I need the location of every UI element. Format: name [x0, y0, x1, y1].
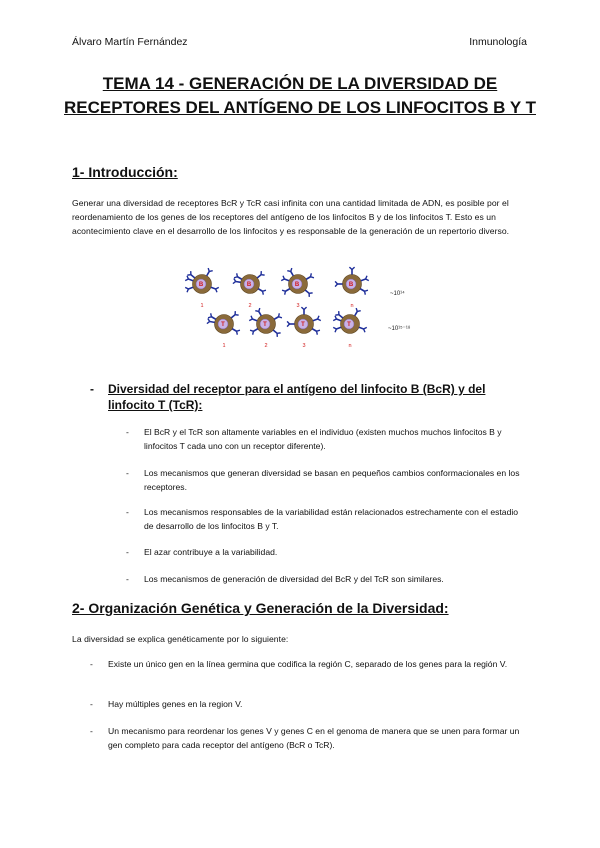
bullet-mark: -	[90, 659, 93, 669]
receptor-arm	[287, 324, 289, 327]
receptor-stem	[207, 271, 210, 275]
receptor-arm	[187, 276, 188, 279]
receptor-stem	[191, 275, 195, 278]
receptor-arm	[366, 279, 369, 281]
receptor-arm	[333, 319, 336, 321]
cell-letter: T	[347, 322, 351, 329]
bullet-mark: -	[126, 547, 129, 557]
b-lymphocyte	[281, 268, 314, 309]
receptor-arm	[364, 327, 367, 329]
receptor-arm	[335, 316, 336, 319]
receptor-stem	[257, 275, 261, 278]
receptor-stem	[291, 271, 294, 275]
bullet-mark: -	[126, 468, 129, 478]
receptor-arm	[281, 279, 284, 281]
receptor-stem	[253, 329, 257, 332]
b-lymphocyte	[335, 267, 369, 309]
list-item-text: Los mecanismos responsables de la variabilidad están relacionados estrechamente con el estadio de desarrollo de los linfocitos B y T.	[144, 507, 519, 531]
cell-letter: T	[221, 322, 225, 329]
clone-number-label: 2	[264, 343, 268, 349]
receptor-stem	[210, 321, 215, 322]
clone-number-label: 2	[248, 303, 252, 309]
receptor-arm	[207, 321, 210, 323]
receptor-stem	[274, 317, 278, 320]
receptor-arm	[311, 273, 312, 276]
receptor-arm	[356, 308, 357, 311]
section-1-heading: 1- Introducción:	[72, 164, 178, 180]
receptor-stem	[273, 330, 277, 333]
section-2-heading: 2- Organización Genética y Generación de la Diversidad:	[72, 600, 449, 616]
receptor-stem	[259, 311, 262, 315]
receptor-arm	[287, 321, 289, 324]
receptor-stem	[237, 277, 241, 280]
document-title: TEMA 14 - GENERACIÓN DE LA DIVERSIDAD DE RECEPTORES DEL ANTÍGENO DE LOS LINFOCITOS B Y T	[64, 74, 536, 117]
receptor-arm	[335, 284, 337, 287]
receptor-arm	[237, 330, 240, 331]
receptor-stem	[211, 317, 215, 320]
receptor-stem	[236, 281, 241, 282]
receptor-arm	[233, 281, 236, 283]
cell-letter: B	[246, 282, 252, 289]
receptor-arm	[187, 289, 188, 292]
receptor-arm	[301, 307, 304, 309]
lymphocyte-diversity-figure	[180, 262, 430, 358]
b-cell-count-label: ~10¹⁴	[390, 291, 405, 297]
clone-number-label: 3	[296, 303, 300, 309]
t-lymphocyte	[249, 308, 282, 349]
t-cell-count-label: ~10¹⁵⁻¹⁸	[388, 326, 411, 332]
receptor-stem	[361, 279, 366, 281]
clone-number-label: n	[348, 343, 352, 349]
receptor-arm	[287, 271, 290, 272]
receptor-stem	[312, 329, 316, 332]
receptor-stem	[359, 327, 364, 329]
receptor-arm	[364, 329, 365, 332]
receptor-arm	[366, 276, 367, 279]
list-item-text: Los mecanismos que generan diversidad se basan en pequeños cambios conformacionales en los receptores.	[144, 468, 520, 492]
bullet-mark: -	[90, 699, 93, 709]
receptor-arm	[317, 330, 320, 331]
t-lymphocyte	[207, 311, 240, 349]
cell-letter: T	[263, 322, 267, 329]
receptor-stem	[188, 287, 193, 289]
receptor-arm	[234, 277, 237, 278]
receptor-arm	[208, 268, 209, 271]
receptor-arm	[349, 267, 352, 269]
cell-letter: T	[301, 322, 305, 329]
receptor-stem	[188, 279, 193, 281]
list-item-text: El BcR y el TcR son altamente variables en el individuo (existen muchos muchos linfocitos B y linfocitos T cada uno con un receptor diferente).	[144, 427, 502, 451]
section-2-intro: La diversidad se explica genéticamente por lo siguiente:	[72, 634, 289, 644]
bullet-mark: -	[126, 574, 129, 584]
receptor-stem	[336, 327, 341, 329]
t-lymphocyte	[287, 307, 321, 349]
receptor-stem	[305, 290, 309, 293]
clone-number-label: 1	[222, 343, 226, 349]
receptor-arm	[234, 279, 236, 282]
header-subject: Inmunología	[469, 36, 527, 48]
receptor-arm	[285, 291, 286, 294]
receptor-arm	[333, 327, 336, 329]
subsection-dash: -	[90, 382, 94, 396]
receptor-arm	[253, 331, 254, 334]
receptor-stem	[339, 315, 343, 318]
cell-letter: B	[348, 282, 354, 289]
subsection-heading-text: Diversidad del receptor para el antígeno del linfocito B (BcR) y del linfocito T (TcR):	[108, 382, 486, 412]
t-lymphocyte	[333, 308, 367, 349]
receptor-arm	[185, 279, 188, 281]
receptor-arm	[311, 277, 314, 278]
receptor-arm	[216, 289, 217, 292]
receptor-stem	[313, 319, 318, 321]
receptor-arm	[259, 308, 260, 311]
receptor-arm	[291, 268, 292, 271]
b-lymphocyte	[233, 271, 266, 309]
receptor-arm	[283, 276, 284, 279]
cell-letter: B	[294, 282, 300, 289]
receptor-arm	[216, 287, 219, 289]
list-item-text: El azar contribuye a la variabilidad.	[144, 547, 278, 557]
receptor-arm	[365, 290, 368, 291]
receptor-stem	[252, 319, 257, 321]
receptor-stem	[258, 289, 262, 292]
receptor-stem	[211, 287, 216, 289]
clone-number-label: 3	[302, 343, 306, 349]
receptor-arm	[282, 290, 285, 291]
receptor-arm	[263, 290, 266, 291]
receptor-stem	[336, 319, 341, 321]
bullet-mark: -	[126, 427, 129, 437]
receptor-arm	[208, 317, 211, 318]
receptor-stem	[285, 289, 289, 292]
receptor-arm	[255, 311, 258, 312]
list-item-text: Los mecanismos de generación de diversidad del BcR y del TcR son similares.	[144, 574, 444, 584]
list-item-text: Un mecanismo para reordenar los genes V y genes C en el genoma de manera que se unen para formar un gen completo para cada receptor del antígeno (BcR o TcR).	[108, 726, 520, 750]
header-author: Álvaro Martín Fernández	[72, 36, 188, 48]
receptor-arm	[279, 313, 280, 316]
receptor-stem	[355, 311, 358, 315]
clone-number-label: 1	[200, 303, 204, 309]
receptor-stem	[360, 289, 364, 292]
receptor-arm	[335, 281, 337, 284]
section-1-paragraph: Generar una diversidad de receptores BcR y TcR casi infinita con una cantidad limitada de ADN, es posible por el reordenamiento de los genes de los receptores del antígeno de los linfocitos B y de los linfocitos T. Esto es un acontecimiento clave en el desarrollo de los linfocitos y es responsable de la generación de un repertorio diverso.	[72, 198, 510, 236]
receptor-arm	[249, 319, 252, 321]
receptor-arm	[318, 316, 319, 319]
receptor-arm	[208, 319, 210, 322]
receptor-arm	[185, 287, 188, 289]
receptor-arm	[279, 317, 282, 318]
bullet-mark: -	[126, 507, 129, 517]
cell-letter: B	[198, 282, 204, 289]
clone-number-label: n	[350, 303, 354, 309]
receptor-stem	[232, 329, 236, 332]
receptor-stem	[231, 315, 235, 318]
b-lymphocyte	[185, 268, 219, 309]
receptor-arm	[251, 316, 252, 319]
receptor-stem	[284, 279, 289, 281]
bullet-mark: -	[90, 726, 93, 736]
list-item-text: Existe un único gen en la línea germina que codifica la región C, separado de los genes para la región V.	[108, 659, 508, 669]
receptor-arm	[335, 329, 336, 332]
receptor-arm	[250, 330, 253, 331]
receptor-arm	[318, 319, 321, 321]
receptor-arm	[304, 307, 307, 309]
list-item-text: Hay múltiples genes en la region V.	[108, 699, 243, 709]
receptor-arm	[352, 267, 355, 269]
receptor-stem	[306, 277, 310, 280]
